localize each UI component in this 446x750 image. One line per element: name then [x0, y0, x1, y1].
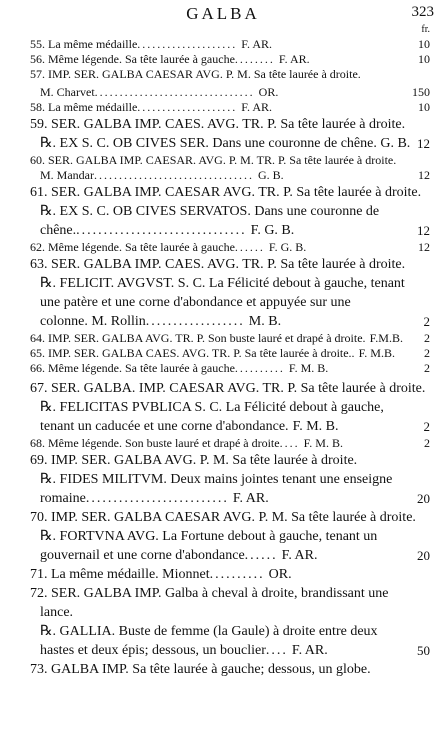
entry-line — [30, 255, 430, 274]
entry-text: 55. La même médaille — [30, 37, 138, 51]
entry-line — [30, 52, 430, 67]
entry-line — [30, 436, 430, 451]
entry-line — [30, 565, 430, 584]
entry-line — [30, 85, 430, 100]
entry-line — [30, 470, 430, 489]
entry-text: 66. Même légende. Sa tête laurée à gauche — [30, 361, 235, 375]
entry-text: M. Charvet — [40, 85, 95, 99]
entry-text: 69. IMP. SER. GALBA AVG. P. M. Sa tête laurée à droite. — [30, 453, 358, 468]
price-value: 2 — [424, 331, 430, 345]
entry-line — [30, 240, 430, 255]
entry-line — [30, 379, 430, 398]
entry-line — [30, 398, 430, 417]
page-number: 323 — [411, 4, 434, 20]
entry-text: ℞. FELICITAS PVBLICA S. C. La Félicité debout à gauche, — [40, 400, 384, 415]
currency-unit: fr. — [421, 24, 430, 35]
entry-text: 56. Même légende. Sa tête laurée à gauche — [30, 52, 235, 66]
entry-line — [30, 527, 430, 546]
entry-text: 73. GALBA IMP. Sa tête laurée à gauche; dessous, un globe. — [30, 662, 371, 677]
entry-line — [30, 584, 430, 603]
price-value: 10 — [418, 37, 430, 51]
entry-line — [30, 183, 430, 202]
entry-line — [30, 451, 430, 470]
entry-line — [30, 100, 430, 115]
leader-dots: .......... — [209, 567, 265, 582]
leader-dots: ...... — [244, 548, 278, 563]
metal-grade: F. G. B. — [268, 240, 307, 254]
entry-text: colonne. M. Rollin — [40, 314, 146, 329]
entry-line — [30, 202, 430, 221]
metal-grade: F. M. B. — [303, 436, 343, 450]
entry-text: 72. SER. GALBA IMP. Galba à cheval à droite, brandissant une — [30, 586, 389, 601]
entry-line — [30, 641, 430, 660]
entry-line — [30, 331, 430, 346]
leader-dots: .... — [265, 643, 288, 658]
entry-line — [30, 508, 430, 527]
entry-text: 61. SER. GALBA IMP. CAESAR AVG. TR. P. Sa tête laurée à droite. — [30, 185, 422, 200]
entry-text: 68. Même légende. Son buste lauré et drapé à droite — [30, 436, 280, 450]
leader-dots: .......... — [234, 361, 285, 375]
catalogue-entries — [30, 37, 430, 679]
entry-line — [30, 346, 430, 361]
price-value: 10 — [418, 52, 430, 66]
entry-line — [30, 221, 430, 240]
entry-line — [30, 115, 430, 134]
entry-text: 60. SER. GALBA IMP. CAESAR. AVG. P. M. TR. P. Sa tête laurée à droite. — [30, 153, 397, 167]
price-value: 2 — [424, 361, 430, 375]
entry-text: hastes et deux épis; dessous, un bouclier — [40, 643, 266, 658]
entry-text: ℞. FORTVNA AVG. La Fortune debout à gauche, tenant un — [40, 529, 378, 544]
metal-grade: F. AR. — [241, 37, 273, 51]
metal-grade: F. G. B. — [250, 223, 295, 238]
leader-dots: ................................ — [94, 85, 255, 99]
running-title: GALBA — [186, 4, 260, 23]
metal-grade: OR. — [258, 85, 279, 99]
metal-grade: F. AR. — [291, 643, 328, 658]
price-value: 150 — [412, 85, 430, 99]
price-value: 12 — [418, 168, 430, 182]
entry-line — [30, 274, 430, 293]
price-value: 50 — [417, 643, 430, 658]
price-value: 12 — [418, 240, 430, 254]
leader-dots: ................................ — [94, 168, 254, 182]
entry-text: ℞. FELICIT. AVGVST. S. C. La Félicité debout à gauche, tenant — [40, 276, 405, 291]
entry-text: ℞. EX S. C. OB CIVES SER. Dans une couronne de chêne. G. B. — [40, 136, 411, 151]
entry-text: M. Mandar — [40, 168, 94, 182]
entry-line — [30, 168, 430, 183]
price-value: 2 — [423, 419, 430, 434]
price-value: 2 — [423, 314, 430, 329]
metal-grade: F. AR. — [281, 548, 318, 563]
metal-grade: F. AR. — [232, 491, 269, 506]
entry-line — [30, 312, 430, 331]
price-value: 12 — [417, 223, 430, 238]
entry-text: 57. IMP. SER. GALBA CAESAR AVG. P. M. Sa tête laurée à droite. — [30, 67, 361, 81]
price-value: 2 — [424, 436, 430, 450]
price-value: 20 — [417, 548, 430, 563]
leader-dots: ...... — [234, 240, 265, 254]
metal-grade: F. M.B. — [358, 346, 395, 360]
metal-grade: F. AR. — [278, 52, 310, 66]
entry-text: 62. Même légende. Sa tête laurée à gauche — [30, 240, 235, 254]
entry-text: ℞. FIDES MILITVM. Deux mains jointes tenant une enseigne — [40, 472, 393, 487]
leader-dots: .......................... — [85, 491, 229, 506]
entry-text: tenant un caducée et une corne d'abondance. — [40, 419, 289, 434]
price-value: 20 — [417, 491, 430, 506]
leader-dots: .................... — [137, 37, 238, 51]
entry-text: 63. SER. GALBA IMP. CAES. AVG. TR. P. Sa tête laurée à droite. — [30, 257, 406, 272]
metal-grade: OR. — [268, 567, 292, 582]
entry-text: chêne. — [40, 223, 77, 238]
entry-text: une patère et une corne d'abondance et appuyée sur une — [40, 295, 351, 310]
entry-text: 71. La même médaille. Mionnet — [30, 567, 210, 582]
entry-text: 58. La même médaille — [30, 100, 138, 114]
entry-text: ℞. EX S. C. OB CIVES SERVATOS. Dans une couronne de — [40, 204, 380, 219]
leader-dots: .................... — [137, 100, 238, 114]
metal-grade: F.M.B. — [369, 331, 403, 345]
entry-line — [30, 622, 430, 641]
leader-dots: .................. — [145, 314, 245, 329]
entry-text: 59. SER. GALBA IMP. CAES. AVG. TR. P. Sa tête laurée à droite. — [30, 117, 406, 132]
metal-grade: F. AR. — [241, 100, 273, 114]
metal-grade: F. M. B. — [288, 361, 329, 375]
entry-text: 70. IMP. SER. GALBA CAESAR AVG. P. M. Sa tête laurée à droite. — [30, 510, 416, 525]
entry-line — [30, 293, 430, 312]
entry-text: romaine — [40, 491, 86, 506]
entry-line — [30, 417, 430, 436]
entry-line — [30, 67, 430, 82]
entry-line — [30, 546, 430, 565]
entry-line — [30, 134, 430, 153]
entry-line — [30, 603, 430, 622]
price-value: 10 — [418, 100, 430, 114]
entry-text: gouvernail et une corne d'abondance — [40, 548, 245, 563]
entry-line — [30, 361, 430, 376]
entry-text: ℞. GALLIA. Buste de femme (la Gaule) à droite entre deux — [40, 624, 378, 639]
entry-line — [30, 489, 430, 508]
entry-text: 67. SER. GALBA. IMP. CAESAR AVG. TR. P. Sa tête laurée à droite. — [30, 381, 426, 396]
price-value: 2 — [424, 346, 430, 360]
entry-text: 64. IMP. SER. GALBA AVG. TR. P. Son buste lauré et drapé à droite. — [30, 331, 366, 345]
metal-grade: M. B. — [248, 314, 282, 329]
entry-text: lance. — [40, 605, 74, 620]
entry-text: 65. IMP. SER. GALBA CAES. AVG. TR. P. Sa tête laurée à droite.. — [30, 346, 355, 360]
entry-line — [30, 37, 430, 52]
entry-line — [30, 153, 430, 168]
entry-line — [30, 660, 430, 679]
leader-dots: ........ — [234, 52, 275, 66]
metal-grade: G. B. — [258, 168, 284, 182]
leader-dots: ............................... — [76, 223, 247, 238]
leader-dots: .... — [279, 436, 300, 450]
metal-grade: F. M. B. — [292, 419, 339, 434]
page-header — [0, 4, 446, 34]
price-value: 12 — [417, 136, 430, 151]
